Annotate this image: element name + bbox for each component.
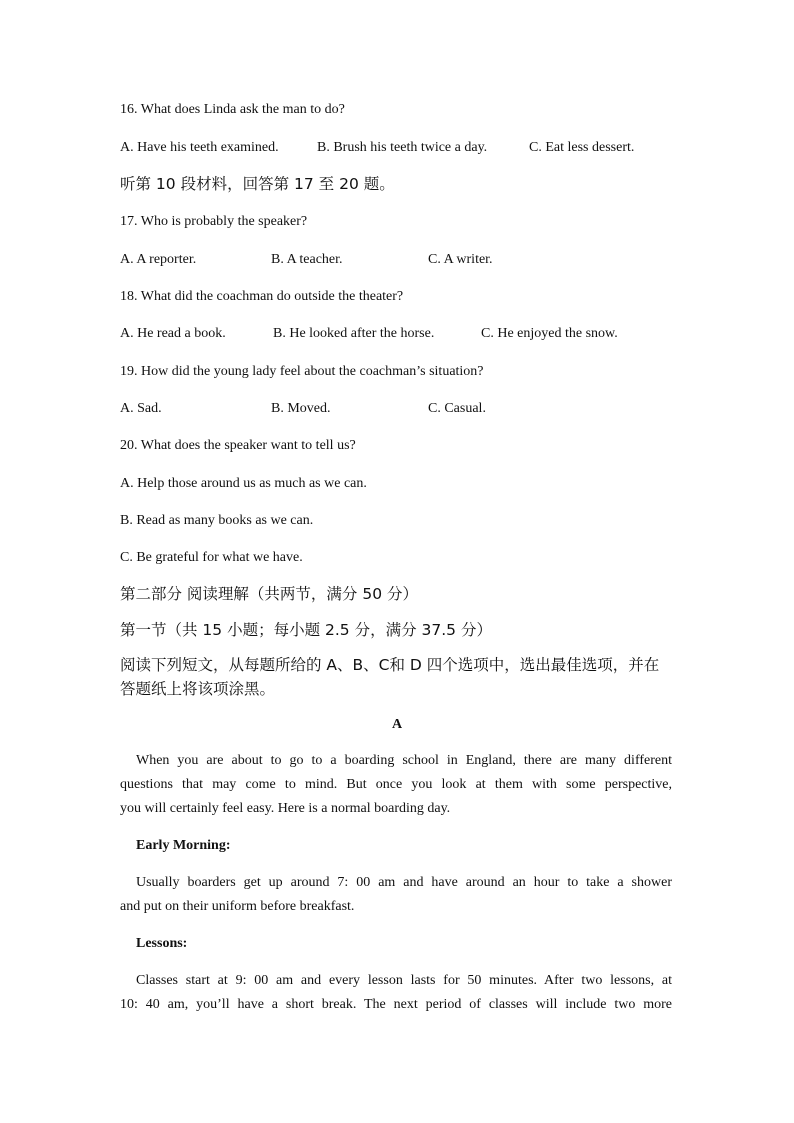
paragraph-3-line-1: Classes start at 9: 00 am and every lesson lasts for 50 minutes. After two lessons, at	[136, 973, 672, 988]
q16-option-b: B. Brush his teeth twice a day.	[317, 140, 488, 155]
question-19: 19. How did the young lady feel about the coachman’s situation?	[120, 364, 484, 379]
part-2-heading: 第二部分 阅读理解（共两节，满分 50 分）	[120, 585, 419, 603]
instruction-line-1: 阅读下列短文，从每题所给的 A、B、C和 D 四个选项中，选出最佳选项，并在	[120, 656, 660, 674]
section-1-heading: 第一节（共 15 小题；每小题 2.5 分，满分 37.5 分）	[120, 621, 492, 639]
question-20: 20. What does the speaker want to tell us?	[120, 438, 356, 453]
q16-option-c: C. Eat less dessert.	[529, 140, 635, 155]
q19-option-c: C. Casual.	[428, 401, 486, 416]
question-18: 18. What did the coachman do outside the theater?	[120, 289, 404, 304]
paragraph-3-line-2: 10: 40 am, you’ll have a short break. The next period of classes will include two more	[120, 997, 672, 1012]
paragraph-1-line-2: questions that may come to mind. But once you look at them with some perspective,	[120, 777, 672, 792]
q19-option-a: A. Sad.	[120, 401, 162, 416]
q17-option-a: A. A reporter.	[120, 252, 197, 267]
q20-option-b: B. Read as many books as we can.	[120, 513, 314, 528]
q18-option-b: B. He looked after the horse.	[273, 326, 435, 341]
paragraph-1-line-3: you will certainly feel easy. Here is a normal boarding day.	[120, 801, 451, 816]
q17-option-c: C. A writer.	[428, 252, 493, 267]
lessons-heading: Lessons:	[136, 936, 188, 951]
q17-option-b: B. A teacher.	[271, 252, 343, 267]
section-10-instruction: 听第 10 段材料，回答第 17 至 20 题。	[120, 175, 395, 193]
question-16: 16. What does Linda ask the man to do?	[120, 102, 345, 117]
paragraph-1-line-1: When you are about to go to a boarding school in England, there are many different	[136, 753, 672, 768]
early-morning-heading: Early Morning:	[136, 838, 231, 853]
passage-title: A	[391, 717, 403, 732]
q18-option-a: A. He read a book.	[120, 326, 226, 341]
q20-option-c: C. Be grateful for what we have.	[120, 550, 303, 565]
q18-option-c: C. He enjoyed the snow.	[481, 326, 618, 341]
paragraph-2-line-2: and put on their uniform before breakfast.	[120, 899, 355, 914]
q19-option-b: B. Moved.	[271, 401, 331, 416]
instruction-line-2: 答题纸上将该项涂黑。	[120, 680, 276, 698]
paragraph-2-line-1: Usually boarders get up around 7: 00 am and have around an hour to take a shower	[136, 875, 672, 890]
q20-option-a: A. Help those around us as much as we can.	[120, 476, 367, 491]
question-17: 17. Who is probably the speaker?	[120, 214, 308, 229]
q16-option-a: A. Have his teeth examined.	[120, 140, 279, 155]
